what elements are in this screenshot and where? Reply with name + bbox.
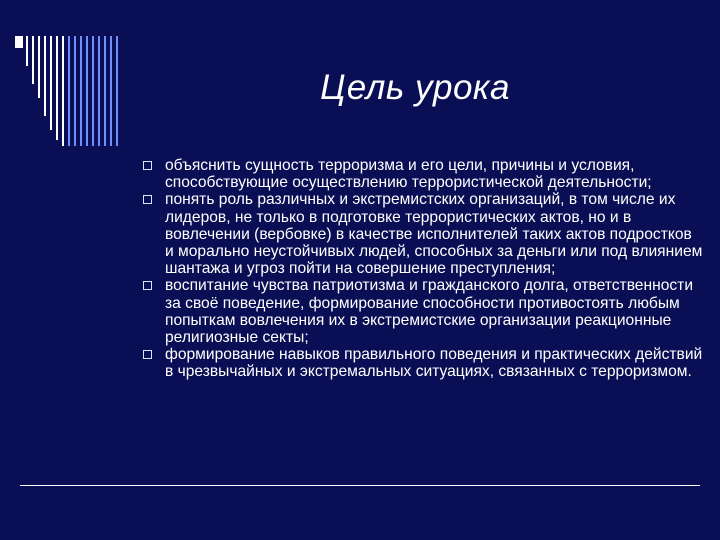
decorative-stripes: [0, 0, 140, 150]
bullet-item: [143, 277, 703, 346]
hollow-square-icon: [143, 195, 152, 204]
bullet-text: объяснить сущность терроризма и его цели, причины и условия, способствующие осуществлению террористической деятельности;: [165, 157, 652, 192]
slide-title: Цель урока: [320, 68, 510, 107]
bullet-item: [143, 346, 703, 380]
bullet-text: понять роль различных и экстремистских организаций, в том числе их лидеров, не только в подготовке террористических актов, но и в вовлечении (вербовке) в качестве исполнителей таких актов подростков и морально неустойчивых людей, способных за деньги или под влиянием шантажа и угроз пойти на совершение преступления;: [165, 191, 703, 278]
hollow-square-icon: [143, 281, 152, 290]
bullet-item: [143, 157, 703, 191]
bullet-text: воспитание чувства патриотизма и гражданского долга, ответственности за своё поведение, формирование способности противостоять любым попыткам вовлечения их в экстремистские организации реакционные религиозные секты;: [165, 277, 694, 347]
bullet-text: формирование навыков правильного поведения и практических действий в чрезвычайных и экстремальных ситуациях, связанных с терроризмом.: [165, 346, 703, 381]
bottom-divider: [20, 485, 700, 486]
hollow-square-icon: [143, 161, 152, 170]
hollow-square-icon: [143, 350, 152, 359]
bullet-item: [143, 191, 703, 277]
bullet-list: [143, 157, 703, 381]
